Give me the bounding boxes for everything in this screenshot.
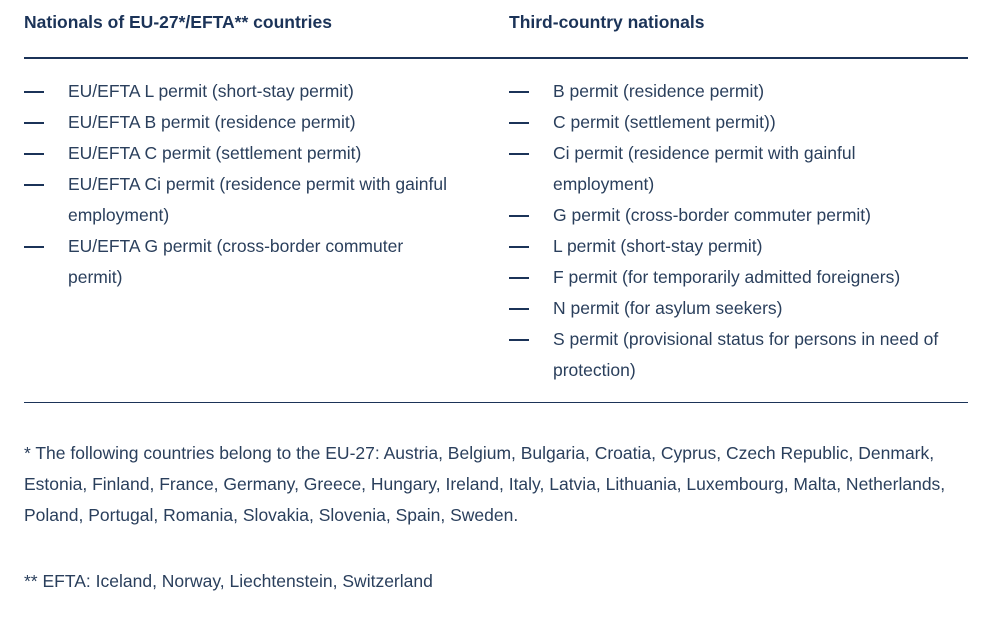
permit-label: EU/EFTA C permit (settlement permit) <box>68 143 362 163</box>
list-item <box>509 293 959 324</box>
list-item <box>509 200 959 231</box>
dash-bullet-icon <box>24 122 44 124</box>
permit-label: N permit (for asylum seekers) <box>553 298 783 318</box>
heading-third-country-nationals: Third-country nationals <box>509 12 705 32</box>
dash-bullet-icon <box>509 246 529 248</box>
list-item <box>24 107 494 138</box>
permit-label: EU/EFTA B permit (residence permit) <box>68 112 356 132</box>
dash-bullet-icon <box>24 91 44 93</box>
permit-label: EU/EFTA G permit (cross-border commuter permit) <box>68 236 404 287</box>
dash-bullet-icon <box>509 153 529 155</box>
dash-bullet-icon <box>509 308 529 310</box>
list-item <box>509 107 959 138</box>
dash-bullet-icon <box>24 184 44 186</box>
dash-bullet-icon <box>509 91 529 93</box>
list-item <box>24 231 494 293</box>
dash-bullet-icon <box>509 339 529 341</box>
permit-label: B permit (residence permit) <box>553 81 765 101</box>
third-country-permit-list <box>509 76 959 386</box>
list-item <box>509 231 959 262</box>
list-item <box>509 262 959 293</box>
permit-label: F permit (for temporarily admitted foreigners) <box>553 267 901 287</box>
permit-label: S permit (provisional status for persons in need of protection) <box>553 329 939 380</box>
dash-bullet-icon <box>24 153 44 155</box>
top-divider <box>24 57 968 59</box>
footnote-efta-countries: ** EFTA: Iceland, Norway, Liechtenstein, Switzerland <box>24 571 433 591</box>
list-item <box>509 138 959 200</box>
permit-label: Ci permit (residence permit with gainful employment) <box>553 143 856 194</box>
list-item <box>509 324 959 386</box>
bottom-divider <box>24 402 968 403</box>
dash-bullet-icon <box>24 246 44 248</box>
footnote-eu27-countries: * The following countries belong to the EU-27: Austria, Belgium, Bulgaria, Croatia, Cyprus, Czech Republic, Denmark, Estonia, Finland, France, Germany, Greece, Hungary, Ireland, Italy, Latvia, Lithuania, Luxembourg, Malta, Netherlands, Poland, Portugal, Romania, Slovakia, Slovenia, Spain, Sweden. <box>24 443 946 525</box>
list-item <box>24 169 494 231</box>
permit-label: EU/EFTA Ci permit (residence permit with gainful employment) <box>68 174 447 225</box>
permit-label: EU/EFTA L permit (short-stay permit) <box>68 81 354 101</box>
heading-eu-efta-nationals: Nationals of EU-27*/EFTA** countries <box>24 12 332 32</box>
dash-bullet-icon <box>509 215 529 217</box>
permit-label: G permit (cross-border commuter permit) <box>553 205 871 225</box>
dash-bullet-icon <box>509 277 529 279</box>
list-item <box>24 138 494 169</box>
eu-efta-permit-list <box>24 76 494 293</box>
dash-bullet-icon <box>509 122 529 124</box>
list-item <box>509 76 959 107</box>
list-item <box>24 76 494 107</box>
permit-label: L permit (short-stay permit) <box>553 236 763 256</box>
permit-label: C permit (settlement permit)) <box>553 112 776 132</box>
